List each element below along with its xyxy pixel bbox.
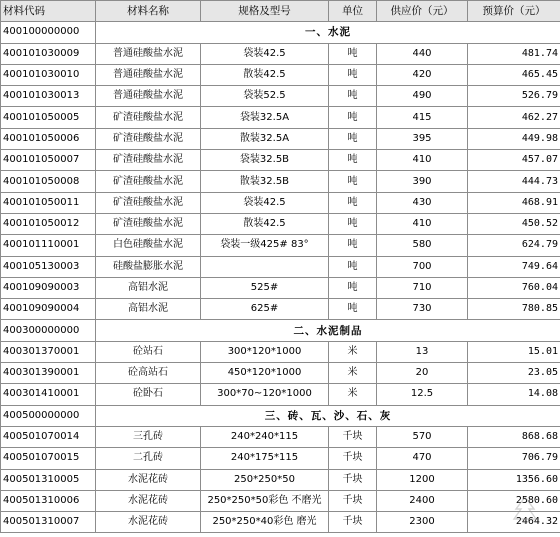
table-row bbox=[1, 43, 560, 64]
supply-price: 430 bbox=[377, 192, 468, 213]
section-title: 三、砖、瓦、沙、石、灰 bbox=[96, 405, 560, 426]
material-unit: 吨 bbox=[329, 64, 377, 85]
material-spec: 袋装42.5 bbox=[201, 43, 329, 64]
material-name: 矿渣硅酸盐水泥 bbox=[96, 128, 201, 149]
budget-price: 450.52 bbox=[468, 213, 560, 234]
material-code: 400300000000 bbox=[1, 320, 96, 341]
material-code: 400501310006 bbox=[1, 490, 96, 511]
budget-price: 780.85 bbox=[468, 299, 560, 320]
supply-price: 410 bbox=[377, 213, 468, 234]
header-budget-price: 预算价（元） bbox=[468, 1, 560, 22]
material-code: 400101050012 bbox=[1, 213, 96, 234]
supply-price: 1200 bbox=[377, 469, 468, 490]
header-name: 材料名称 bbox=[96, 1, 201, 22]
material-spec: 240*240*115 bbox=[201, 426, 329, 447]
budget-price: 468.91 bbox=[468, 192, 560, 213]
supply-price: 390 bbox=[377, 171, 468, 192]
material-unit: 吨 bbox=[329, 256, 377, 277]
budget-price: 457.07 bbox=[468, 150, 560, 171]
material-unit: 千块 bbox=[329, 490, 377, 511]
budget-price: 706.79 bbox=[468, 448, 560, 469]
budget-price: 749.64 bbox=[468, 256, 560, 277]
material-name: 砼站石 bbox=[96, 341, 201, 362]
material-code: 400501070014 bbox=[1, 426, 96, 447]
budget-price: 2464.32 bbox=[468, 512, 560, 533]
material-unit: 吨 bbox=[329, 192, 377, 213]
budget-price: 2580.60 bbox=[468, 490, 560, 511]
material-code: 400301410001 bbox=[1, 384, 96, 405]
material-unit: 千块 bbox=[329, 469, 377, 490]
material-spec bbox=[201, 256, 329, 277]
section-row bbox=[1, 320, 560, 341]
table-row bbox=[1, 426, 560, 447]
budget-price: 14.08 bbox=[468, 384, 560, 405]
material-code: 400105130003 bbox=[1, 256, 96, 277]
supply-price: 710 bbox=[377, 277, 468, 298]
table-row bbox=[1, 192, 560, 213]
budget-price: 624.79 bbox=[468, 235, 560, 256]
material-unit: 米 bbox=[329, 384, 377, 405]
supply-price: 2300 bbox=[377, 512, 468, 533]
material-code: 400101030013 bbox=[1, 86, 96, 107]
material-name: 水泥花砖 bbox=[96, 490, 201, 511]
table-row bbox=[1, 64, 560, 85]
material-spec: 散装32.5A bbox=[201, 128, 329, 149]
material-name: 水泥花砖 bbox=[96, 512, 201, 533]
material-unit: 吨 bbox=[329, 107, 377, 128]
material-name: 矿渣硅酸盐水泥 bbox=[96, 107, 201, 128]
table-header-row bbox=[1, 1, 560, 22]
table-row bbox=[1, 86, 560, 107]
table-row bbox=[1, 277, 560, 298]
material-code: 400100000000 bbox=[1, 22, 96, 43]
supply-price: 440 bbox=[377, 43, 468, 64]
header-code: 材料代码 bbox=[1, 1, 96, 22]
table-row bbox=[1, 490, 560, 511]
material-unit: 吨 bbox=[329, 299, 377, 320]
material-name: 硅酸盐膨胀水泥 bbox=[96, 256, 201, 277]
material-name: 普通硅酸盐水泥 bbox=[96, 64, 201, 85]
material-unit: 米 bbox=[329, 363, 377, 384]
table-row bbox=[1, 213, 560, 234]
material-unit: 吨 bbox=[329, 213, 377, 234]
material-name: 二孔砖 bbox=[96, 448, 201, 469]
material-spec: 袋装32.5A bbox=[201, 107, 329, 128]
material-unit: 吨 bbox=[329, 43, 377, 64]
supply-price: 13 bbox=[377, 341, 468, 362]
budget-price: 1356.60 bbox=[468, 469, 560, 490]
material-unit: 吨 bbox=[329, 150, 377, 171]
section-title: 一、水泥 bbox=[96, 22, 560, 43]
supply-price: 12.5 bbox=[377, 384, 468, 405]
table-row bbox=[1, 448, 560, 469]
material-code: 400301370001 bbox=[1, 341, 96, 362]
budget-price: 462.27 bbox=[468, 107, 560, 128]
table-row bbox=[1, 107, 560, 128]
table-row bbox=[1, 128, 560, 149]
supply-price: 730 bbox=[377, 299, 468, 320]
material-unit: 吨 bbox=[329, 128, 377, 149]
section-row bbox=[1, 405, 560, 426]
material-unit: 千块 bbox=[329, 448, 377, 469]
material-unit: 吨 bbox=[329, 171, 377, 192]
material-code: 400101050008 bbox=[1, 171, 96, 192]
supply-price: 700 bbox=[377, 256, 468, 277]
material-code: 400101050011 bbox=[1, 192, 96, 213]
material-name: 普通硅酸盐水泥 bbox=[96, 43, 201, 64]
supply-price: 420 bbox=[377, 64, 468, 85]
material-spec: 散装42.5 bbox=[201, 64, 329, 85]
header-supply-price: 供应价（元） bbox=[377, 1, 468, 22]
material-spec: 散装42.5 bbox=[201, 213, 329, 234]
budget-price: 23.05 bbox=[468, 363, 560, 384]
material-name: 高铝水泥 bbox=[96, 299, 201, 320]
material-unit: 千块 bbox=[329, 426, 377, 447]
material-spec: 袋装32.5B bbox=[201, 150, 329, 171]
supply-price: 570 bbox=[377, 426, 468, 447]
table-row bbox=[1, 512, 560, 533]
budget-price: 760.04 bbox=[468, 277, 560, 298]
material-name: 水泥花砖 bbox=[96, 469, 201, 490]
supply-price: 2400 bbox=[377, 490, 468, 511]
material-spec: 250*250*50彩色 不磨光 bbox=[201, 490, 329, 511]
table-row bbox=[1, 341, 560, 362]
material-name: 普通硅酸盐水泥 bbox=[96, 86, 201, 107]
budget-price: 444.73 bbox=[468, 171, 560, 192]
section-row bbox=[1, 22, 560, 43]
supply-price: 415 bbox=[377, 107, 468, 128]
budget-price: 15.01 bbox=[468, 341, 560, 362]
material-code: 400101050005 bbox=[1, 107, 96, 128]
material-spec: 袋装42.5 bbox=[201, 192, 329, 213]
table-row bbox=[1, 256, 560, 277]
material-name: 矿渣硅酸盐水泥 bbox=[96, 192, 201, 213]
material-name: 矿渣硅酸盐水泥 bbox=[96, 213, 201, 234]
material-code: 400101050007 bbox=[1, 150, 96, 171]
material-spec: 300*120*1000 bbox=[201, 341, 329, 362]
header-spec: 规格及型号 bbox=[201, 1, 329, 22]
material-spec: 525# bbox=[201, 277, 329, 298]
material-code: 400501310005 bbox=[1, 469, 96, 490]
material-spec: 300*70~120*1000 bbox=[201, 384, 329, 405]
budget-price: 481.74 bbox=[468, 43, 560, 64]
budget-price: 868.68 bbox=[468, 426, 560, 447]
budget-price: 465.45 bbox=[468, 64, 560, 85]
header-unit: 单位 bbox=[329, 1, 377, 22]
table-row bbox=[1, 150, 560, 171]
supply-price: 580 bbox=[377, 235, 468, 256]
section-title: 二、水泥制品 bbox=[96, 320, 560, 341]
supply-price: 470 bbox=[377, 448, 468, 469]
table-row bbox=[1, 299, 560, 320]
material-name: 矿渣硅酸盐水泥 bbox=[96, 150, 201, 171]
material-code: 400101110001 bbox=[1, 235, 96, 256]
table-row bbox=[1, 235, 560, 256]
table-row bbox=[1, 363, 560, 384]
material-name: 砼卧石 bbox=[96, 384, 201, 405]
material-spec: 450*120*1000 bbox=[201, 363, 329, 384]
table-row bbox=[1, 384, 560, 405]
material-code: 400101050006 bbox=[1, 128, 96, 149]
supply-price: 490 bbox=[377, 86, 468, 107]
material-unit: 吨 bbox=[329, 235, 377, 256]
table-row bbox=[1, 469, 560, 490]
material-spec: 625# bbox=[201, 299, 329, 320]
material-unit: 吨 bbox=[329, 277, 377, 298]
material-spec: 散装32.5B bbox=[201, 171, 329, 192]
budget-price: 526.79 bbox=[468, 86, 560, 107]
budget-price: 449.98 bbox=[468, 128, 560, 149]
material-name: 三孔砖 bbox=[96, 426, 201, 447]
supply-price: 395 bbox=[377, 128, 468, 149]
material-name: 白色硅酸盐水泥 bbox=[96, 235, 201, 256]
material-code: 400101030009 bbox=[1, 43, 96, 64]
material-code: 400301390001 bbox=[1, 363, 96, 384]
material-spec: 250*250*40彩色 磨光 bbox=[201, 512, 329, 533]
table-body bbox=[1, 1, 560, 533]
material-spec: 袋装一级425# 83° bbox=[201, 235, 329, 256]
table-row bbox=[1, 171, 560, 192]
material-spec: 240*175*115 bbox=[201, 448, 329, 469]
material-code: 400501310007 bbox=[1, 512, 96, 533]
material-unit: 吨 bbox=[329, 86, 377, 107]
material-code: 400101030010 bbox=[1, 64, 96, 85]
material-code: 400109090003 bbox=[1, 277, 96, 298]
material-name: 高铝水泥 bbox=[96, 277, 201, 298]
material-name: 矿渣硅酸盐水泥 bbox=[96, 171, 201, 192]
material-code: 400500000000 bbox=[1, 405, 96, 426]
material-unit: 米 bbox=[329, 341, 377, 362]
material-spec: 袋装52.5 bbox=[201, 86, 329, 107]
material-unit: 千块 bbox=[329, 512, 377, 533]
material-code: 400109090004 bbox=[1, 299, 96, 320]
supply-price: 410 bbox=[377, 150, 468, 171]
material-name: 砼高站石 bbox=[96, 363, 201, 384]
supply-price: 20 bbox=[377, 363, 468, 384]
material-code: 400501070015 bbox=[1, 448, 96, 469]
material-spec: 250*250*50 bbox=[201, 469, 329, 490]
